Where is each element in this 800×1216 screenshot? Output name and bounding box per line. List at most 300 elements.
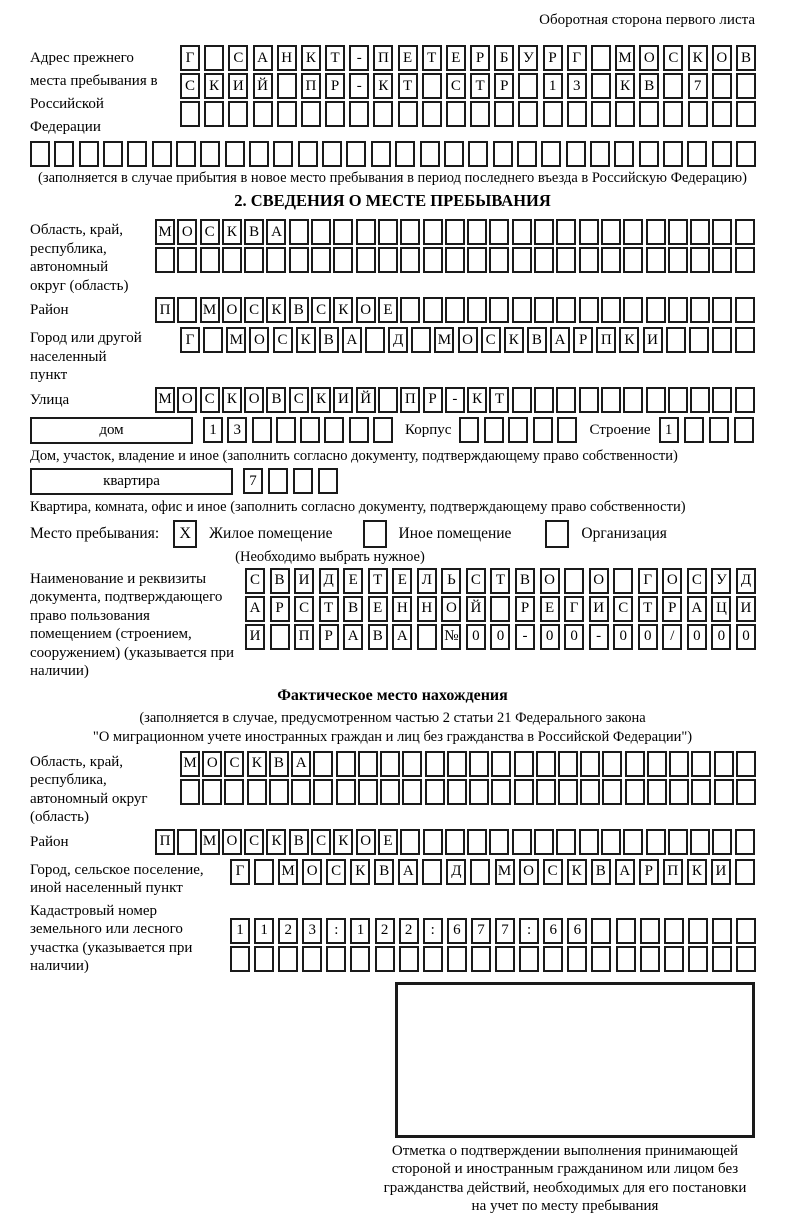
char-cell [247, 779, 267, 805]
char-cell [398, 101, 418, 127]
char-cell: В [266, 387, 286, 413]
char-cell [420, 141, 440, 167]
char-cell: О [441, 596, 461, 622]
char-cell: Ь [441, 568, 461, 594]
char-cell: П [155, 297, 175, 323]
char-cell: Р [319, 624, 339, 650]
char-cell [580, 779, 600, 805]
char-cell [602, 779, 622, 805]
char-cell: О [519, 859, 539, 885]
char-cell [469, 779, 489, 805]
char-cell [564, 568, 584, 594]
char-cell [200, 247, 220, 273]
char-cell [470, 859, 490, 885]
char-cell [228, 101, 248, 127]
char-cell: Б [494, 45, 514, 71]
char-cell [558, 751, 578, 777]
char-cell: А [398, 859, 418, 885]
char-cell [395, 141, 415, 167]
char-cell: М [200, 829, 220, 855]
char-cell: М [278, 859, 298, 885]
char-cell: Т [368, 568, 388, 594]
char-cell [514, 779, 534, 805]
char-cell: 1 [230, 918, 250, 944]
char-cell [423, 946, 443, 972]
char-cell: С [326, 859, 346, 885]
char-cell: К [373, 73, 393, 99]
char-cell [470, 101, 490, 127]
char-cell: П [663, 859, 683, 885]
char-cell [322, 141, 342, 167]
char-cell: Д [736, 568, 756, 594]
char-cell [491, 779, 511, 805]
char-cell [293, 468, 313, 494]
char-cell [709, 417, 729, 443]
char-cell: О [177, 387, 197, 413]
char-cell [712, 101, 732, 127]
char-cell [688, 101, 708, 127]
char-cell: В [736, 45, 756, 71]
char-cell [668, 829, 688, 855]
char-cell: С [244, 829, 264, 855]
char-cell: - [515, 624, 535, 650]
char-cell [358, 779, 378, 805]
char-cell [468, 141, 488, 167]
char-cell: А [245, 596, 265, 622]
char-cell [712, 73, 732, 99]
char-cell [557, 417, 577, 443]
char-cell: Н [277, 45, 297, 71]
char-cell: П [301, 73, 321, 99]
char-cell [579, 247, 599, 273]
char-cell [543, 946, 563, 972]
raion-field [30, 297, 755, 325]
document-row-1 [245, 568, 756, 594]
oblast2-field [30, 751, 755, 827]
char-cell: С [200, 387, 220, 413]
char-cell: В [639, 73, 659, 99]
char-cell [646, 247, 666, 273]
char-cell: С [446, 73, 466, 99]
char-cell [447, 946, 467, 972]
char-cell [277, 101, 297, 127]
char-cell [224, 779, 244, 805]
char-cell [378, 247, 398, 273]
char-cell: К [567, 859, 587, 885]
char-cell: 1 [543, 73, 563, 99]
char-cell [601, 387, 621, 413]
confirmation-stamp-area [375, 982, 755, 1216]
char-cell: Д [388, 327, 408, 353]
char-cell: О [244, 387, 264, 413]
char-cell [690, 829, 710, 855]
raion2-row [155, 829, 755, 855]
char-cell: Е [540, 596, 560, 622]
char-cell: М [155, 219, 175, 245]
char-cell: Т [638, 596, 658, 622]
char-cell: А [392, 624, 412, 650]
char-cell: И [736, 596, 756, 622]
char-cell: С [481, 327, 501, 353]
char-cell [494, 101, 514, 127]
char-cell [625, 779, 645, 805]
char-cell [691, 779, 711, 805]
document-field [30, 568, 755, 681]
char-cell [663, 141, 683, 167]
char-cell [668, 297, 688, 323]
char-cell: С [289, 387, 309, 413]
char-cell: О [202, 751, 222, 777]
char-cell: О [222, 829, 242, 855]
char-cell: С [311, 297, 331, 323]
char-cell: Г [567, 45, 587, 71]
char-cell [380, 751, 400, 777]
char-cell [512, 219, 532, 245]
char-cell [402, 779, 422, 805]
char-cell [423, 297, 443, 323]
char-cell: Й [466, 596, 486, 622]
char-cell: Р [325, 73, 345, 99]
char-cell: Е [392, 568, 412, 594]
char-cell [668, 387, 688, 413]
char-cell [712, 327, 732, 353]
char-cell: / [662, 624, 682, 650]
char-cell [311, 247, 331, 273]
char-cell [445, 829, 465, 855]
char-cell [180, 101, 200, 127]
char-cell [378, 219, 398, 245]
char-cell [736, 141, 756, 167]
char-cell [276, 417, 296, 443]
char-cell: 0 [736, 624, 756, 650]
char-cell [689, 327, 709, 353]
char-cell [602, 751, 622, 777]
char-cell [541, 141, 561, 167]
option-zhiloe [173, 520, 332, 548]
char-cell: 0 [687, 624, 707, 650]
char-cell [623, 219, 643, 245]
option-inoe [363, 520, 512, 548]
char-cell: А [550, 327, 570, 353]
char-cell [204, 45, 224, 71]
char-cell [690, 297, 710, 323]
char-cell [346, 141, 366, 167]
char-cell [616, 946, 636, 972]
gorod-label: Город или другой населенный пункт [30, 330, 142, 383]
kvartira-box-label: квартира [30, 468, 233, 495]
char-cell [371, 141, 391, 167]
char-cell [543, 101, 563, 127]
char-cell [512, 247, 532, 273]
char-cell: Р [494, 73, 514, 99]
document-row-2 [245, 596, 756, 622]
char-cell: С [273, 327, 293, 353]
char-cell: Н [392, 596, 412, 622]
char-cell: М [495, 859, 515, 885]
char-cell [491, 751, 511, 777]
char-cell: Г [638, 568, 658, 594]
char-cell [291, 779, 311, 805]
char-cell [489, 829, 509, 855]
char-cell: К [266, 297, 286, 323]
char-cell: А [253, 45, 273, 71]
stroenie-label: Строение [589, 421, 651, 438]
oblast2-row-2 [180, 779, 756, 805]
char-cell [204, 101, 224, 127]
char-cell [423, 247, 443, 273]
char-cell [203, 327, 223, 353]
char-cell [590, 141, 610, 167]
char-cell [349, 417, 369, 443]
char-cell [613, 568, 633, 594]
confirmation-stamp-box [395, 982, 755, 1138]
char-cell: О [662, 568, 682, 594]
char-cell [512, 297, 532, 323]
confirmation-stamp-note: Отметка о подтверждении выполнения принимающей стороной и иностранным гражданином или лицом без гражданства действий, необходимых для его постановки на учет по месту пребывания [383, 1142, 747, 1214]
char-cell: О [222, 297, 242, 323]
char-cell: Е [398, 45, 418, 71]
char-cell: 7 [243, 468, 263, 494]
char-cell: К [467, 387, 487, 413]
place-of-stay-label: Место пребывания: [30, 524, 160, 542]
char-cell [668, 219, 688, 245]
char-cell [735, 327, 755, 353]
char-cell [623, 247, 643, 273]
char-cell: М [200, 297, 220, 323]
char-cell [152, 141, 172, 167]
char-cell: А [615, 859, 635, 885]
char-cell: С [311, 829, 331, 855]
char-cell [459, 417, 479, 443]
char-cell: С [200, 219, 220, 245]
char-cell [687, 141, 707, 167]
oblast-label: Область, край, республика, автономный округ (область) [30, 222, 129, 294]
char-cell [601, 247, 621, 273]
char-cell: А [342, 327, 362, 353]
char-cell: Г [180, 45, 200, 71]
option-organizatsiya [545, 520, 667, 548]
char-cell [422, 859, 442, 885]
char-cell [614, 141, 634, 167]
cadastre-field [30, 900, 755, 976]
gorod2-field [30, 859, 755, 898]
char-cell [358, 751, 378, 777]
char-cell: К [311, 387, 331, 413]
char-cell: С [245, 568, 265, 594]
char-cell: 3 [227, 417, 247, 443]
char-cell: П [400, 387, 420, 413]
char-cell: С [244, 297, 264, 323]
char-cell [252, 417, 272, 443]
char-cell: А [266, 219, 286, 245]
char-cell [666, 327, 686, 353]
char-cell: К [301, 45, 321, 71]
char-cell: М [434, 327, 454, 353]
char-cell [402, 751, 422, 777]
char-cell [447, 751, 467, 777]
label-zhiloe-pomeshchenie: Жилое помещение [209, 524, 333, 542]
char-cell [736, 101, 756, 127]
char-cell: В [319, 327, 339, 353]
gorod2-row [230, 859, 755, 885]
place-of-stay-note: (Необходимо выбрать нужное) [235, 548, 425, 565]
raion2-field [30, 829, 755, 857]
char-cell [591, 918, 611, 944]
char-cell: У [711, 568, 731, 594]
char-cell [324, 417, 344, 443]
char-cell [495, 946, 515, 972]
char-cell: - [349, 45, 369, 71]
char-cell: С [687, 568, 707, 594]
char-cell [714, 779, 734, 805]
char-cell: Р [662, 596, 682, 622]
char-cell: Р [543, 45, 563, 71]
char-cell [712, 387, 732, 413]
char-cell [690, 219, 710, 245]
char-cell: 0 [613, 624, 633, 650]
char-cell [446, 101, 466, 127]
prev-address-row-1 [180, 45, 756, 71]
char-cell [579, 829, 599, 855]
char-cell [736, 73, 756, 99]
gorod2-label: Город, сельское поселение, иной населенный пункт [30, 861, 204, 896]
char-cell [273, 141, 293, 167]
char-cell [556, 247, 576, 273]
char-cell [380, 779, 400, 805]
char-cell: 1 [350, 918, 370, 944]
char-cell [736, 918, 756, 944]
char-cell: 0 [564, 624, 584, 650]
char-cell [556, 219, 576, 245]
char-cell: С [613, 596, 633, 622]
char-cell [333, 219, 353, 245]
dom-cells [203, 417, 393, 443]
char-cell [177, 297, 197, 323]
char-cell [490, 596, 510, 622]
char-cell: Г [564, 596, 584, 622]
char-cell [301, 101, 321, 127]
char-cell: Т [398, 73, 418, 99]
char-cell: Е [446, 45, 466, 71]
char-cell: В [374, 859, 394, 885]
char-cell [566, 141, 586, 167]
char-cell: К [687, 859, 707, 885]
char-cell: Т [470, 73, 490, 99]
char-cell [647, 751, 667, 777]
char-cell: Н [417, 596, 437, 622]
char-cell [103, 141, 123, 167]
char-cell: Ц [711, 596, 731, 622]
char-cell [533, 417, 553, 443]
char-cell: Е [368, 596, 388, 622]
char-cell [512, 829, 532, 855]
char-cell: С [543, 859, 563, 885]
char-cell: С [466, 568, 486, 594]
char-cell: К [615, 73, 635, 99]
char-cell: К [504, 327, 524, 353]
char-cell: К [247, 751, 267, 777]
char-cell: К [688, 45, 708, 71]
char-cell [712, 297, 732, 323]
char-cell [508, 417, 528, 443]
char-cell [669, 779, 689, 805]
char-cell [225, 141, 245, 167]
char-cell: 2 [375, 918, 395, 944]
char-cell [176, 141, 196, 167]
char-cell [417, 624, 437, 650]
oblast2-label: Область, край, республика, автономный округ (область) [30, 753, 148, 825]
char-cell: С [294, 596, 314, 622]
char-cell [489, 247, 509, 273]
char-cell: П [294, 624, 314, 650]
char-cell [735, 859, 755, 885]
char-cell: И [294, 568, 314, 594]
section2-title: 2. СВЕДЕНИЯ О МЕСТЕ ПРЕБЫВАНИЯ [234, 191, 551, 210]
ulitsa-field [30, 387, 755, 415]
char-cell [579, 219, 599, 245]
char-cell [591, 73, 611, 99]
char-cell [556, 297, 576, 323]
char-cell [615, 101, 635, 127]
char-cell: К [266, 829, 286, 855]
char-cell: - [349, 73, 369, 99]
char-cell: - [589, 624, 609, 650]
char-cell: Т [422, 45, 442, 71]
char-cell: 3 [302, 918, 322, 944]
char-cell [254, 946, 274, 972]
char-cell [444, 141, 464, 167]
char-cell [691, 751, 711, 777]
char-cell: 7 [471, 918, 491, 944]
char-cell: В [368, 624, 388, 650]
oblast-row-1 [155, 219, 755, 245]
oblast2-row-1 [180, 751, 756, 777]
char-cell: К [350, 859, 370, 885]
char-cell: К [296, 327, 316, 353]
char-cell [469, 751, 489, 777]
gorod-field [30, 327, 755, 385]
char-cell [313, 779, 333, 805]
oblast-row-2 [155, 247, 755, 273]
char-cell [266, 247, 286, 273]
char-cell [639, 141, 659, 167]
char-cell [298, 141, 318, 167]
char-cell: Р [639, 859, 659, 885]
char-cell [155, 247, 175, 273]
char-cell: Е [378, 297, 398, 323]
dom-row [30, 417, 755, 444]
char-cell: О [639, 45, 659, 71]
char-cell: 6 [447, 918, 467, 944]
char-cell [313, 751, 333, 777]
char-cell: В [244, 219, 264, 245]
char-cell [669, 751, 689, 777]
char-cell [30, 141, 50, 167]
char-cell: П [373, 45, 393, 71]
char-cell: Д [319, 568, 339, 594]
char-cell [180, 779, 200, 805]
place-of-stay-row [30, 520, 755, 548]
char-cell: С [663, 45, 683, 71]
char-cell [254, 859, 274, 885]
raion-label: Район [30, 302, 69, 318]
char-cell [534, 829, 554, 855]
char-cell [445, 247, 465, 273]
char-cell [536, 779, 556, 805]
char-cell [601, 297, 621, 323]
char-cell [558, 779, 578, 805]
char-cell [422, 101, 442, 127]
